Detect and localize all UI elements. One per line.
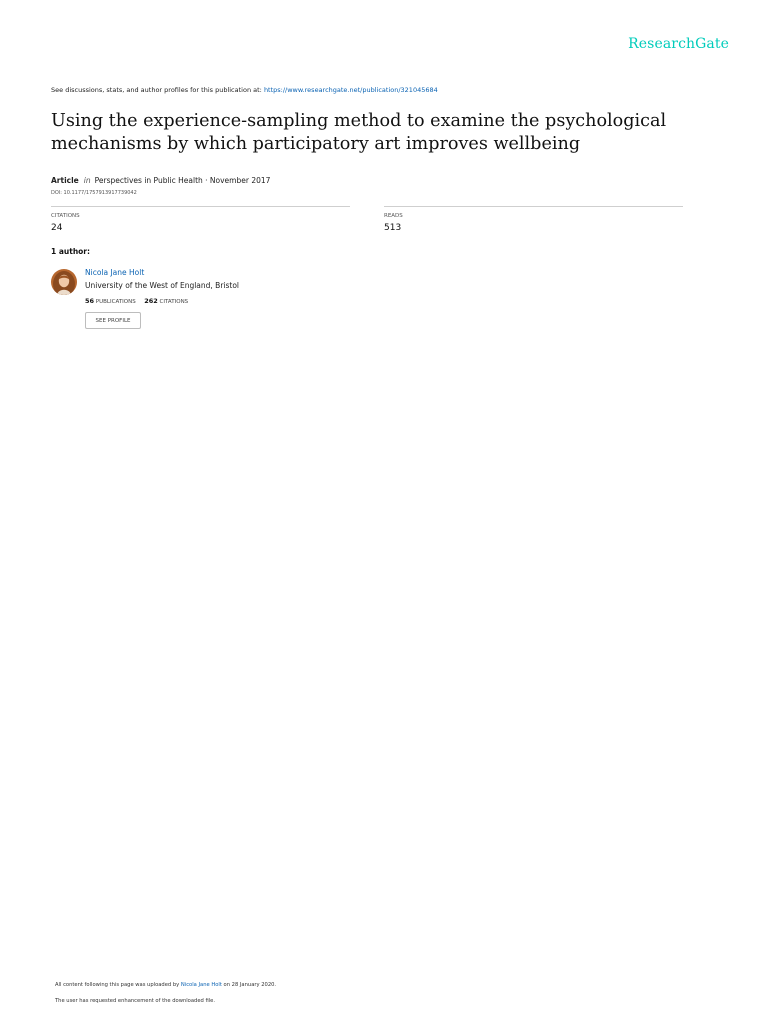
publication-url-link[interactable]: https://www.researchgate.net/publication/321045684	[263, 86, 438, 94]
author-citations-label: CITATIONS	[159, 299, 189, 305]
publication-source-note	[51, 86, 438, 94]
reads-divider	[384, 206, 683, 207]
publication-doi: DOI: 10.1177/1757913917739042	[51, 190, 137, 196]
author-affiliation: University of the West of England, Bristol	[85, 281, 240, 290]
citations-label: CITATIONS	[51, 213, 80, 219]
uploader-link[interactable]: Nicola Jane Holt	[180, 982, 222, 988]
author-publications-label: PUBLICATIONS	[95, 299, 136, 305]
citations-count: 24	[51, 223, 63, 233]
author-stats	[85, 297, 188, 305]
researchgate-logo[interactable]: ResearchGate	[628, 36, 729, 52]
author-publications-count: 56	[85, 297, 95, 305]
upload-note	[55, 982, 276, 988]
upload-note-prefix: All content following this page was uploaded by	[55, 982, 180, 988]
in-word: in	[83, 176, 91, 185]
authors-heading: 1 author:	[51, 247, 91, 256]
reads-label: READS	[384, 213, 403, 219]
author-name-link[interactable]: Nicola Jane Holt	[85, 268, 145, 277]
enhancement-note: The user has requested enhancement of the downloaded file.	[55, 998, 216, 1004]
author-citations-count: 262	[144, 297, 158, 305]
publication-type: Article	[51, 176, 79, 185]
source-note-text: See discussions, stats, and author profiles for this publication at:	[51, 86, 262, 94]
publication-meta	[51, 176, 270, 185]
publication-venue-date: Perspectives in Public Health · November 2017	[94, 176, 271, 185]
citations-divider	[51, 206, 350, 207]
upload-note-suffix: on 28 January 2020.	[223, 982, 277, 988]
see-profile-button[interactable]: SEE PROFILE	[85, 312, 141, 329]
profile-photo-icon[interactable]	[51, 269, 77, 295]
reads-count: 513	[384, 223, 402, 233]
publication-title: Using the experience-sampling method to examine the psychological mechanisms by which participatory art improves wellbeing	[51, 111, 667, 154]
